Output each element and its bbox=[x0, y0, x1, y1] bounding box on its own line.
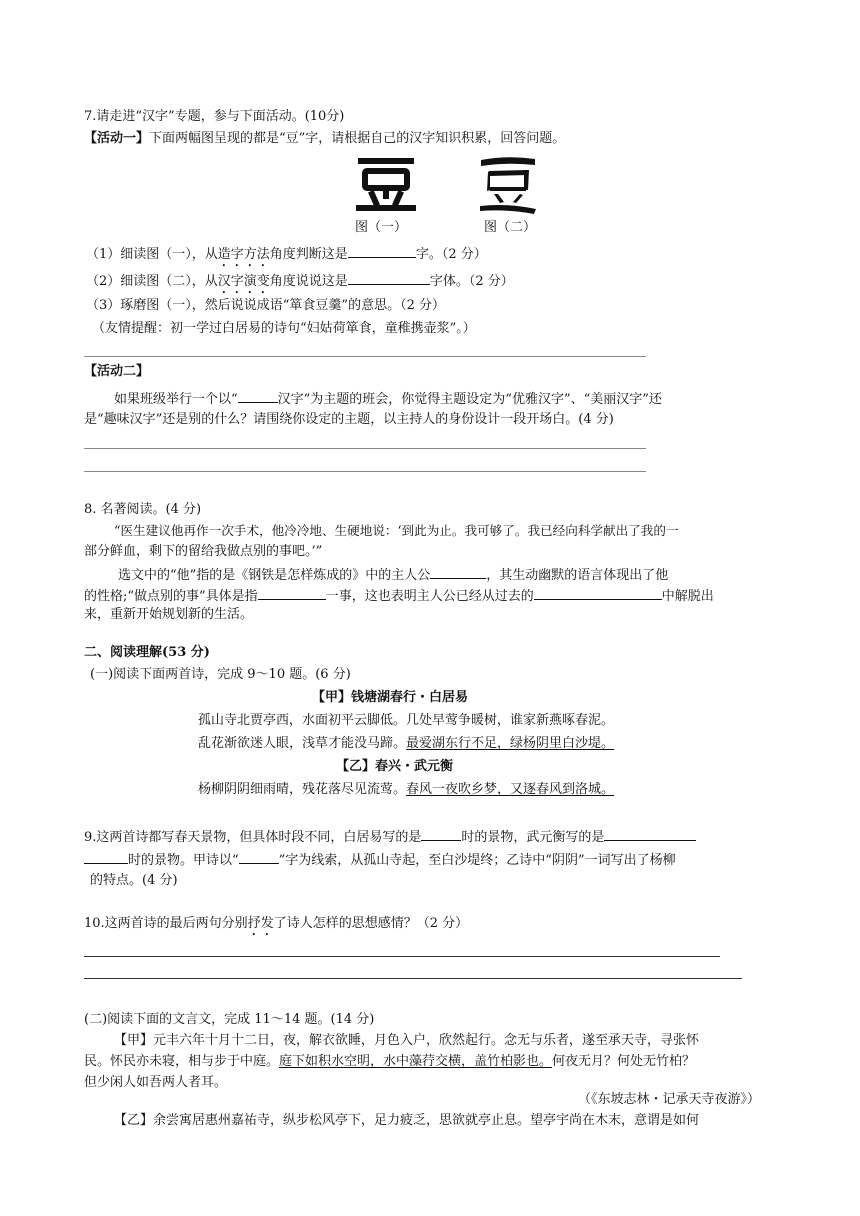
underlined-verse: 春风一夜吹乡梦，又逐春风到洛城。 bbox=[406, 782, 615, 797]
text-jia-line3: 但少闲人如吾两人者耳。 bbox=[84, 1075, 228, 1090]
text-yi-line1: 【乙】余尝寓居惠州嘉祐寺，纵步松风亭下，足力疲乏，思欲就亭止息。望亭宇尚在木末，意谓是如何 bbox=[114, 1113, 700, 1128]
answer-blank[interactable] bbox=[258, 585, 326, 600]
activity1-heading: 【活动一】 bbox=[84, 131, 150, 146]
activity2-line1: 如果班级举行一个以“ 汉字”为主题的班会，你觉得主题设定为“优雅汉字”、“美丽汉字”还 bbox=[114, 388, 662, 409]
poem-a-line2: 乱花渐欲迷人眼，浅草才能没马蹄。最爱湖东行不足，绿杨阴里白沙堤。 bbox=[198, 736, 615, 751]
emphasis-word: 汉字演变 bbox=[217, 274, 270, 289]
answer-blank[interactable] bbox=[84, 849, 128, 864]
q8-quote-line2: 部分鲜血，剩下的留给我做点别的事吧。’” bbox=[84, 544, 323, 559]
underlined-verse: 最爱湖东行不足，绿杨阴里白沙堤。 bbox=[406, 736, 615, 751]
section2-sub1: (一)阅读下面两首诗，完成 9～10 题。(6 分) bbox=[90, 667, 351, 682]
section2-title: 二、阅读理解(53 分) bbox=[84, 645, 210, 660]
emphasis-word: 造字方法 bbox=[217, 247, 270, 262]
q7-hint: （友情提醒：初一学过白居易的诗句“妇姑荷箪食，童稚携壶浆”。） bbox=[92, 321, 476, 336]
answer-blank[interactable] bbox=[348, 270, 430, 285]
poem-b-line1: 杨柳阴阴细雨晴，残花落尽见流莺。春风一夜吹乡梦，又逐春风到洛城。 bbox=[198, 782, 615, 797]
answer-line[interactable] bbox=[84, 471, 646, 472]
text-jia-source: （《东坡志林・记承天寺夜游》） bbox=[578, 1092, 761, 1107]
underlined-sentence: 庭下如积水空明，水中藻荇交横，盖竹柏影也。 bbox=[279, 1054, 553, 1069]
q10-line: 10.这两首诗的最后两句分别抒发了诗人怎样的思想感情？（2 分） bbox=[84, 916, 469, 931]
poem-a-title: 【甲】钱塘湖春行・白居易 bbox=[312, 690, 469, 705]
answer-blank[interactable] bbox=[348, 243, 416, 258]
q8-line1: 选文中的“他”指的是《钢铁是怎样炼成的》中的主人公 ，其生动幽默的语言体现出了他 bbox=[118, 564, 668, 585]
poem-b-title: 【乙】春兴・武元衡 bbox=[336, 759, 454, 774]
q9-line3: 的特点。(4 分) bbox=[90, 873, 178, 888]
q7-activity1 bbox=[84, 130, 565, 148]
dou-clerical-script-figure bbox=[478, 154, 538, 216]
activity1-text: 下面两幅图呈现的都是“豆”字，请根据自己的汉字知识积累，回答问题。 bbox=[149, 131, 566, 146]
q8-line3: 来，重新开始规划新的生活。 bbox=[84, 607, 254, 622]
answer-line[interactable] bbox=[84, 978, 742, 979]
emphasis-word: 抒发 bbox=[247, 916, 274, 931]
answer-blank[interactable] bbox=[239, 849, 279, 864]
answer-blank[interactable] bbox=[604, 826, 696, 841]
q9-line2: 时的景物。甲诗以“ ”字为线索，从孤山寺起，至白沙堤终；乙诗中“阴阴”一词写出了杨柳 bbox=[84, 849, 676, 870]
q9-line1: 9.这两首诗都写春天景物，但具体时段不同，白居易写的是 时的景物，武元衡写的是 bbox=[84, 826, 696, 847]
q8-line2: 的性格;“做点别的事”具体是指 一事，这也表明主人公已经从过去的 中解脱出 bbox=[84, 585, 714, 606]
figure2-caption: 图（二） bbox=[484, 220, 537, 235]
theme-blank[interactable] bbox=[238, 388, 278, 403]
q7-title: 7.请走进“汉字”专题，参与下面活动。(10分) bbox=[84, 109, 345, 124]
figure1-caption: 图（一） bbox=[355, 220, 408, 235]
dou-seal-script-figure bbox=[355, 156, 417, 214]
answer-blank[interactable] bbox=[534, 585, 662, 600]
section2-sub2: (二)阅读下面的文言文，完成 11～14 题。(14 分) bbox=[84, 1012, 375, 1027]
text-jia-line1: 【甲】元丰六年十月十二日，夜，解衣欲睡，月色入户，欣然起行。念无与乐者，遂至承天寺，寻张怀 bbox=[114, 1033, 700, 1048]
q8-quote-line1: “医生建议他再作一次手术，他冷冷地、生硬地说：‘到此为止。我可够了。我已经向科学献出了我的一 bbox=[114, 523, 679, 538]
activity2-line2: 是“趣味汉字”还是别的什么？请围绕你设定的主题，以主持人的身份设计一段开场白。(4 分) bbox=[84, 412, 614, 427]
poem-a-line1: 孤山寺北贾亭西，水面初平云脚低。几处早莺争暖树，谁家新燕啄春泥。 bbox=[198, 713, 615, 728]
answer-blank[interactable] bbox=[421, 826, 461, 841]
q7-sub3: （3）琢磨图（一），然后说说成语“箪食豆羹”的意思。（2 分） bbox=[86, 298, 445, 313]
answer-blank[interactable] bbox=[430, 564, 486, 579]
answer-line[interactable] bbox=[84, 448, 646, 449]
q7-sub2: （2）细读图（二），从汉字演变角度说说这是 字体。（2 分） bbox=[86, 270, 514, 297]
answer-line[interactable] bbox=[84, 356, 646, 357]
answer-line[interactable] bbox=[84, 956, 720, 957]
activity2-heading: 【活动二】 bbox=[84, 364, 150, 379]
text-jia-line2: 民。怀民亦未寝，相与步于中庭。庭下如积水空明，水中藻荇交横，盖竹柏影也。何夜无月？何处无竹柏？ bbox=[84, 1054, 696, 1069]
q8-title: 8. 名著阅读。(4 分) bbox=[84, 502, 202, 517]
q7-sub1: （1）细读图（一），从造字方法角度判断这是 字。（2 分） bbox=[86, 243, 487, 270]
